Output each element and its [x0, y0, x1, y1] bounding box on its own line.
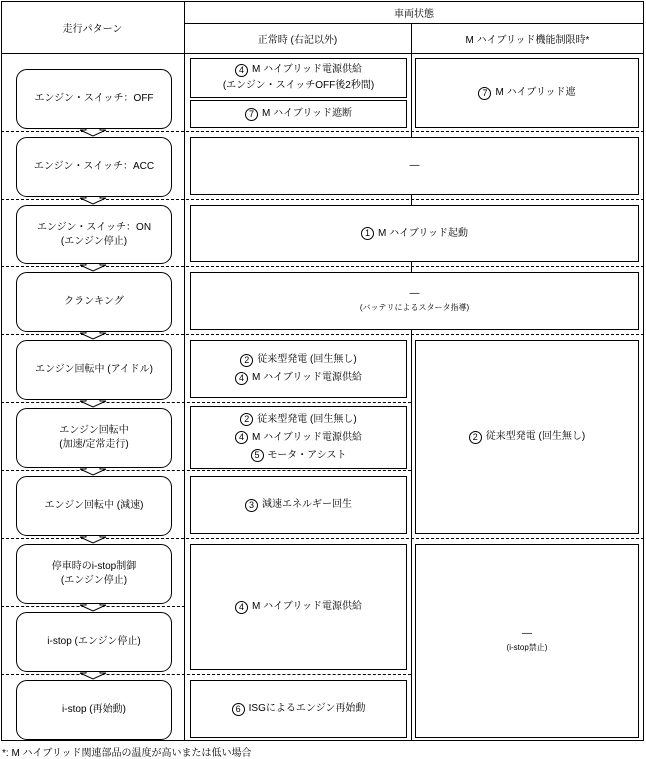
pattern-label: エンジン回転中: [59, 425, 129, 436]
state-text: —: [522, 628, 532, 639]
state-acc: [190, 137, 639, 195]
pattern-sublabel: (加速/定常走行): [59, 439, 129, 450]
pattern-box-stop-control: [16, 544, 172, 604]
pattern-label: i-stop (エンジン停止): [47, 636, 141, 647]
pattern-box-decel: [16, 476, 172, 536]
pattern-label: エンジン回転中 (減速): [44, 500, 144, 511]
step-number-icon: 4: [235, 64, 248, 77]
state-subtext: (エンジン・スイッチOFF後2秒間): [222, 80, 375, 91]
state-accel-normal: [190, 406, 407, 469]
pattern-label: i-stop (再始動): [62, 704, 126, 715]
state-off-normal-cutoff: [190, 100, 407, 128]
state-off-limited: [415, 58, 639, 128]
state-text: M ハイブリッド電源供給: [251, 431, 362, 443]
step-number-icon: 2: [240, 354, 253, 367]
step-number-icon: 4: [235, 372, 248, 385]
pattern-label: クランキング: [64, 296, 124, 307]
header-normal: 正常時 (右記以外): [257, 34, 338, 46]
state-stop-normal: [190, 544, 407, 670]
pattern-label: エンジン・スイッチ：ACC: [33, 161, 155, 172]
step-number-icon: 2: [240, 413, 253, 426]
step-number-icon: 5: [251, 449, 264, 462]
state-subtext: (i-stop禁止): [506, 643, 548, 652]
pattern-box-on: [16, 205, 172, 264]
step-number-icon: 7: [478, 87, 491, 100]
state-text: M ハイブリッド電源供給: [251, 64, 362, 75]
pattern-box-off: [16, 69, 172, 129]
pattern-box-accel: [16, 408, 172, 468]
state-text: 従来型発電 (回生無し): [485, 431, 586, 442]
state-off-normal-power: [190, 58, 407, 98]
header-vehicle-state: 車両状態: [394, 8, 434, 20]
state-running-limited: [415, 340, 639, 534]
state-text: 減速エネルギー回生: [262, 499, 352, 510]
state-text: モータ・アシスト: [267, 449, 347, 461]
row-separator: [1, 674, 411, 675]
state-cranking: [190, 272, 639, 330]
state-on: [190, 205, 639, 262]
state-text: M ハイブリッド遮断: [261, 108, 352, 119]
state-subtext: (バッテリによるスタータ指導): [359, 303, 470, 312]
pattern-sublabel: (エンジン停止): [60, 235, 128, 247]
pattern-box-istop-stopped: [16, 612, 172, 672]
state-text: M ハイブリッド電源供給: [251, 601, 362, 612]
state-text: 従来型発電 (回生無し): [257, 413, 357, 425]
pattern-box-istop-restart: [16, 680, 172, 740]
state-text: M ハイブリッド遮: [495, 87, 576, 98]
divider-pattern-column: [184, 1, 185, 741]
state-text: 従来型発電 (回生無し): [257, 354, 357, 365]
state-restart-normal: [190, 680, 407, 738]
pattern-box-idle: [16, 340, 172, 400]
step-number-icon: 4: [235, 431, 248, 444]
state-text: M ハイブリッド起動: [377, 227, 468, 239]
step-number-icon: 6: [232, 703, 245, 716]
divider-header-bottom: [1, 53, 644, 54]
pattern-label: エンジン・スイッチ：OFF: [34, 93, 154, 104]
state-text: M ハイブリッド電源供給: [251, 372, 362, 383]
pattern-label: エンジン回転中 (アイドル): [34, 364, 154, 375]
header-pattern: 走行パターン: [62, 23, 123, 35]
pattern-box-cranking: [16, 272, 172, 332]
header-limited: M ハイブリッド機能制限時*: [465, 34, 590, 46]
step-number-icon: 2: [469, 431, 482, 444]
state-text: ISGによるエンジン再始動: [248, 703, 366, 714]
footnote: *: M ハイブリッド関連部品の温度が高いまたは低い場合: [2, 748, 252, 759]
state-idle-normal: [190, 340, 407, 398]
pattern-box-acc: [16, 137, 172, 197]
state-text: —: [409, 288, 420, 299]
row-separator: [1, 470, 411, 471]
state-stop-limited: [415, 544, 639, 738]
step-number-icon: 3: [245, 499, 258, 512]
row-separator: [1, 402, 411, 403]
step-number-icon: 4: [235, 601, 248, 614]
state-decel-normal: [190, 476, 407, 534]
pattern-label: 停車時のi-stop制御: [51, 561, 137, 572]
step-number-icon: 1: [361, 227, 374, 240]
state-text: —: [409, 160, 420, 171]
step-number-icon: 7: [245, 108, 258, 121]
pattern-sublabel: (エンジン停止): [60, 575, 128, 586]
pattern-label: エンジン・スイッチ：ON: [36, 221, 152, 233]
